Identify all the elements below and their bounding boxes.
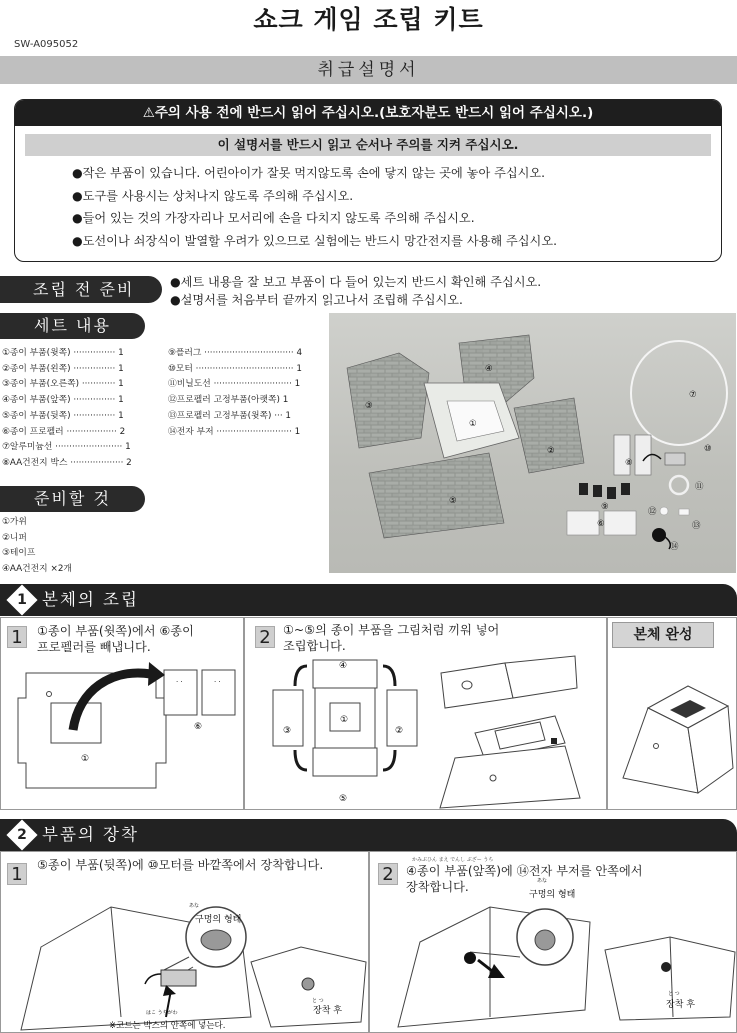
step-1-diagram	[1, 618, 245, 811]
propeller-fixer-upper	[679, 509, 689, 515]
paper-part-left	[347, 353, 429, 448]
section-2-step-1-panel	[0, 851, 369, 1033]
step-text-line: 조립합니다.	[283, 639, 346, 653]
diagram-label: ①	[81, 754, 90, 764]
photo-label: ⑪	[695, 482, 704, 492]
prep-note: ●세트 내용을 잘 보고 부품이 다 들어 있는지 반드시 확인해 주십시오.	[170, 275, 542, 289]
completed-body-illustration	[608, 618, 737, 811]
part-item: ⑩모터 ··································· 1	[168, 363, 302, 374]
diagram-label: ④	[339, 661, 348, 671]
motor	[665, 453, 685, 465]
prep-label: 조립 전 준비	[33, 280, 135, 299]
diagram-label: ②	[395, 726, 404, 736]
set-contents-pill	[0, 313, 145, 339]
prepare-item: ②니퍼	[2, 532, 27, 543]
set-contents-label: 세트 내용	[34, 316, 111, 335]
paper-propeller	[604, 511, 636, 535]
propeller-fixer-lower	[660, 507, 668, 515]
section-1-step-1-panel	[0, 617, 244, 810]
diagram-label: ③	[283, 726, 292, 736]
parts-list-right	[168, 346, 302, 440]
section-1-complete-panel	[607, 617, 737, 810]
prep-label-pill	[0, 276, 162, 303]
diagram-label: ⑤	[339, 794, 348, 804]
parts-list-left	[2, 346, 132, 472]
plugs	[579, 483, 630, 499]
step-2-diagram	[245, 618, 608, 811]
photo-label: ④	[485, 364, 493, 374]
hole-shape-label: 구멍의 형태	[529, 890, 576, 900]
photo-label: ⑥	[597, 519, 605, 529]
photo-label: ⑨	[601, 502, 609, 512]
aluminum-wire	[631, 341, 727, 445]
photo-label: ⑩	[704, 444, 712, 454]
model-number: SW-A095052	[14, 39, 79, 50]
vinyl-wire	[670, 476, 688, 494]
ruby-text: はこ うちがわ	[146, 1010, 178, 1016]
to-prepare-list	[2, 515, 72, 578]
step-text-line: ①종이 부품(윗쪽)에서 ⑥종이	[37, 624, 194, 638]
motor-icon	[161, 970, 196, 986]
svg-text:· ·: · ·	[176, 678, 183, 686]
part-item: ②종이 부품(왼쪽) ··············· 1	[2, 363, 124, 374]
to-prepare-pill	[0, 486, 145, 512]
caution-item: ●도선이나 쇠장식이 발열할 우려가 있으므로 실험에는 반드시 망간전지를 사용해 주십시오.	[72, 233, 557, 248]
ruby-text: あな	[189, 903, 200, 909]
to-prepare-label: 준비할 것	[34, 489, 111, 508]
part-item: ⑬프로펠러 고정부품(윗쪽) ··· 1	[168, 410, 292, 421]
buzzer-icon	[464, 952, 476, 964]
section-2-bar	[0, 819, 737, 851]
after-mount-label: 장착 후	[313, 1006, 342, 1016]
step-text: ⑤종이 부품(뒷쪽)에 ⑩모터를 바깥쪽에서 장착합니다.	[37, 858, 324, 872]
part-item: ⑤종이 부품(뒷쪽) ··············· 1	[2, 410, 124, 421]
ruby-text: と つ	[312, 998, 324, 1004]
photo-label: ⑤	[449, 496, 457, 506]
paper-part-right	[514, 398, 584, 473]
photo-label: ⑫	[648, 507, 657, 517]
photo-label: ⑬	[692, 521, 701, 531]
photo-label: ②	[547, 446, 555, 456]
paper-propeller	[567, 511, 599, 535]
after-mount-label: 장착 후	[666, 1000, 695, 1010]
step-text-line: 장착합니다.	[406, 880, 469, 894]
part-item: ⑫프로펠러 고정부품(아랫쪽) 1	[168, 395, 289, 406]
diagram-label: ⑥	[194, 722, 203, 732]
ruby-text: と つ	[668, 991, 680, 997]
prepare-item: ④AA건전지 ×2개	[2, 564, 72, 575]
section-1-number-badge: 1	[6, 584, 37, 615]
step-text-line: ①~⑤의 종이 부품을 그림처럼 끼워 넣어	[283, 623, 500, 637]
kit-photo-illustration	[329, 313, 736, 573]
step-2-mount-diagram	[370, 852, 737, 1033]
cord-note: ※코드는 박스의 안쪽에 넣는다.	[109, 1021, 226, 1031]
diagram-label: ①	[340, 715, 349, 725]
part-item: ①종이 부품(윗쪽) ··············· 1	[2, 348, 124, 358]
part-item: ⑥종이 프로펠러 ·················· 2	[2, 426, 126, 437]
section-2-number-badge: 2	[6, 819, 37, 850]
section-1-title: 본체의 조립	[42, 590, 139, 609]
part-item: ⑧AA건전지 박스 ··················· 2	[2, 457, 132, 468]
photo-label: ⑧	[625, 458, 633, 468]
step-number: 1	[7, 626, 27, 648]
caution-item: ●작은 부품이 있습니다. 어린아이가 잘못 먹지않도록 손에 닿지 않는 곳에 놓아 주십시오.	[72, 166, 546, 180]
manual-label: 취급설명서	[0, 56, 737, 84]
photo-label: ⑭	[670, 542, 679, 552]
prep-notes	[170, 273, 541, 309]
part-item: ④종이 부품(앞쪽) ··············· 1	[2, 395, 124, 406]
ruby-text: かみぶひん まえ でんし ぶざー うち	[412, 857, 494, 863]
caution-heading: ⚠주의 사용 전에 반드시 읽어 주십시오.(보호자분도 반드시 읽어 주십시오.)	[15, 100, 721, 126]
section-2-step-2-panel	[369, 851, 737, 1033]
step-1-mount-diagram	[1, 852, 370, 1033]
part-item: ⑨플러그 ································ 4	[168, 348, 303, 358]
photo-label: ①	[469, 419, 477, 429]
svg-text:· ·: · ·	[214, 678, 221, 686]
step-text-line: 프로펠러를 빼냅니다.	[37, 640, 151, 654]
part-item: ③종이 부품(오른쪽) ············ 1	[2, 379, 124, 390]
step-number: 2	[255, 626, 275, 648]
caution-box	[14, 99, 722, 262]
caution-subheading: 이 설명서를 반드시 읽고 순서나 주의를 지켜 주십시오.	[25, 134, 711, 156]
step-number: 2	[378, 863, 398, 885]
ruby-text: あな	[537, 878, 548, 884]
section-1-bar	[0, 584, 737, 616]
step-number: 1	[7, 863, 27, 885]
prep-note: ●설명서를 처음부터 끝까지 읽고나서 조립해 주십시오.	[170, 293, 463, 307]
paper-part-front	[369, 453, 504, 538]
section-2-title: 부품의 장착	[42, 825, 139, 844]
part-item: ⑦알루미늄선 ························ 1	[2, 442, 131, 453]
electric-buzzer	[652, 528, 666, 542]
step-text-line: ④종이 부품(앞쪽)에 ⑭전자 부저를 안쪽에서	[406, 864, 643, 878]
photo-label: ③	[365, 401, 373, 411]
kit-photo	[329, 313, 736, 573]
part-item: ⑪비닐도선 ···························· 1	[168, 379, 301, 390]
photo-label: ⑦	[689, 390, 697, 400]
caution-item: ●들어 있는 것의 가장자리나 모서리에 손을 다치지 않도록 주의해 주십시오.	[72, 211, 475, 225]
prepare-item: ③테이프	[2, 548, 36, 559]
page-title: 쇼크 게임 조립 키트	[253, 5, 484, 34]
hole-shape-label: 구멍의 형태	[195, 915, 242, 925]
caution-item: ●도구를 사용시는 상처나지 않도록 주의해 주십시오.	[72, 188, 354, 203]
part-item: ⑭전자 부저 ··························· 1	[168, 426, 301, 437]
complete-label: 본체 완성	[612, 622, 714, 648]
prepare-item: ①가위	[2, 517, 27, 527]
caution-list	[72, 162, 721, 252]
battery-box	[614, 435, 630, 475]
section-1-step-2-panel	[244, 617, 607, 810]
